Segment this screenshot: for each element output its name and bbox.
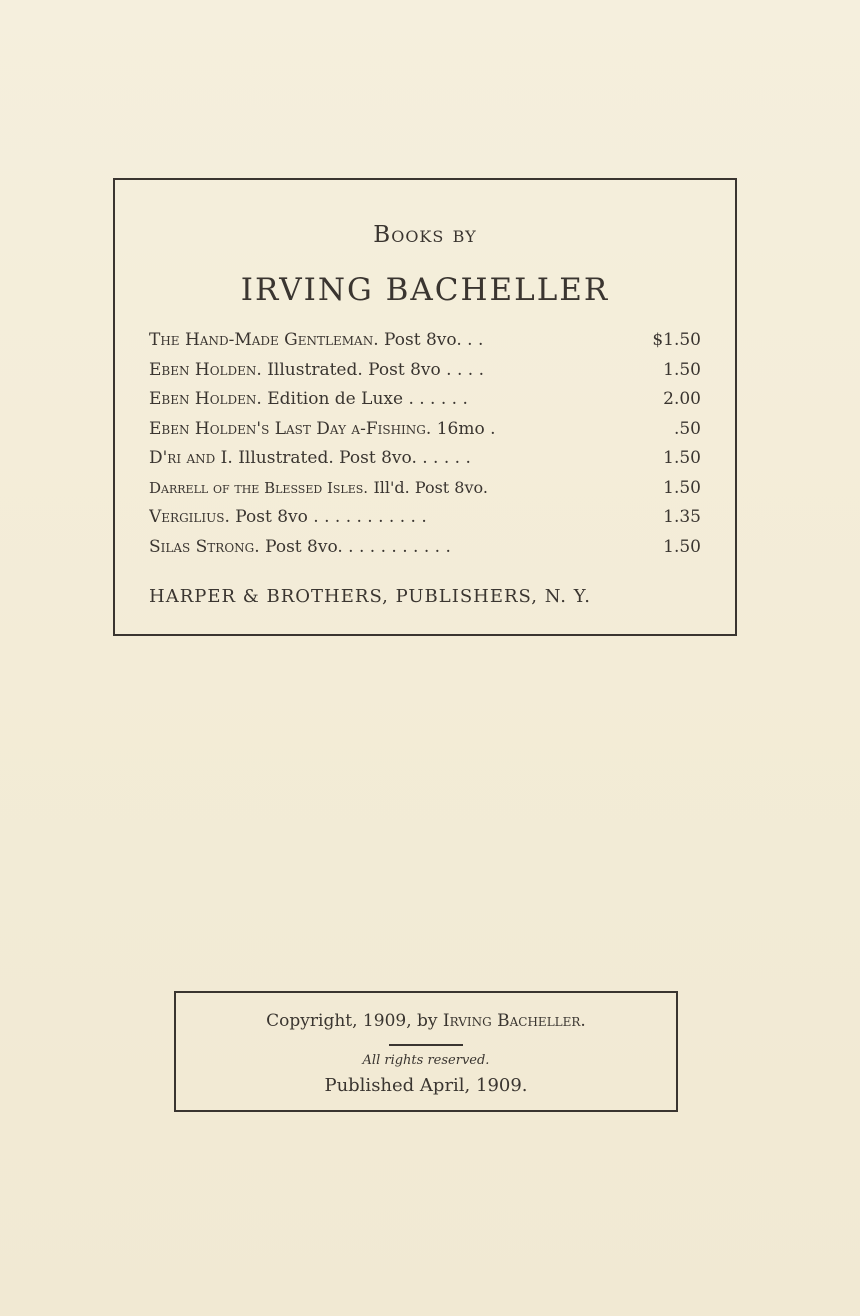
book-details: Edition de Luxe . . . . . .: [267, 389, 468, 409]
book-title: Eben Holden.: [149, 389, 262, 409]
book-price: .50: [673, 418, 701, 439]
book-list-item: [149, 448, 701, 478]
book-price: 1.50: [663, 359, 701, 380]
books-by-heading: Books by: [373, 222, 477, 248]
book-price: $1.50: [652, 330, 701, 350]
book-list-item: [149, 478, 701, 508]
book-list-item: [149, 507, 701, 537]
copyright-holder: Irving Bacheller.: [442, 1011, 586, 1031]
copyright-line: [176, 1011, 676, 1031]
book-list-item: [149, 330, 701, 360]
book-title: The Hand-Made Gentleman.: [149, 330, 379, 350]
book-list: [149, 330, 701, 566]
book-details: Post 8vo. . . . . . . . . . .: [265, 536, 451, 557]
book-list-item: [149, 419, 701, 449]
book-details: Post 8vo . . . . . . . . . . .: [235, 507, 427, 527]
copyright-box: [174, 991, 678, 1112]
book-title: D'ri and I.: [149, 448, 233, 468]
book-price: 1.50: [663, 477, 701, 498]
book-title: Silas Strong.: [149, 536, 260, 557]
book-list-item: [149, 537, 701, 567]
copyright-prefix: Copyright, 1909, by: [266, 1011, 438, 1031]
book-price: 1.50: [663, 536, 701, 557]
book-price: 1.35: [663, 507, 701, 527]
book-title: Eben Holden.: [149, 359, 262, 380]
book-details: Ill'd. Post 8vo.: [373, 477, 488, 497]
book-details: Post 8vo. . .: [384, 330, 484, 350]
publisher-line: HARPER & BROTHERS, PUBLISHERS, N. Y.: [149, 586, 592, 607]
author-name: IRVING BACHELLER: [240, 272, 610, 308]
divider-rule: [389, 1044, 463, 1046]
book-details: Illustrated. Post 8vo . . . .: [267, 359, 484, 380]
book-title: Eben Holden's Last Day a-Fishing.: [149, 418, 432, 439]
book-title: Vergilius.: [149, 507, 230, 527]
book-price: 2.00: [663, 389, 701, 409]
book-details: Illustrated. Post 8vo. . . . . .: [238, 448, 471, 468]
rights-reserved: All rights reserved.: [362, 1053, 490, 1068]
book-list-item: [149, 389, 701, 419]
book-title: Darrell of the Blessed Isles.: [149, 478, 369, 497]
published-date: Published April, 1909.: [324, 1075, 528, 1096]
book-details: 16mo .: [436, 418, 496, 439]
book-list-item: [149, 360, 701, 390]
books-by-author-box: [113, 178, 737, 636]
book-price: 1.50: [663, 448, 701, 468]
